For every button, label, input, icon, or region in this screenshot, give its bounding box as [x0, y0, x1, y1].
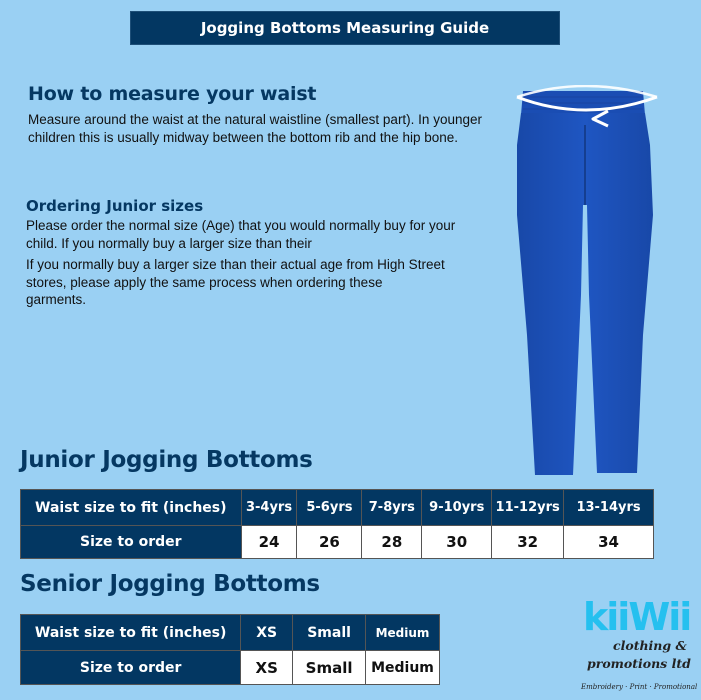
- row-label-order: Size to order: [21, 651, 241, 685]
- waist-instructions: Measure around the waist at the natural waistline (smallest part). In younger children this is usually midway between the bottom rib and the hip bone.: [28, 112, 482, 145]
- junior-col-13-14: 13-14yrs: [564, 490, 654, 526]
- senior-size-table: [20, 614, 440, 685]
- senior-value-cell: XS: [241, 651, 293, 685]
- waist-heading: How to measure your waist: [28, 83, 317, 105]
- ordering-paragraph-2: If you normally buy a larger size than their actual age from High Street stores, please apply the same process when ordering these garments.: [26, 257, 445, 307]
- logo-line-2: promotions ltd: [587, 656, 691, 671]
- guide-title-banner: [130, 11, 560, 45]
- junior-table-title: Junior Jogging Bottoms: [20, 447, 313, 473]
- junior-col-11-12: 11-12yrs: [492, 490, 564, 526]
- junior-value-cell: 24: [241, 526, 297, 559]
- senior-col-small: Small: [293, 615, 366, 651]
- junior-col-9-10: 9-10yrs: [422, 490, 492, 526]
- junior-col-3-4: 3-4yrs: [241, 490, 297, 526]
- junior-value-cell: 28: [362, 526, 422, 559]
- senior-col-medium: Medium: [366, 615, 440, 651]
- senior-value-cell: Medium: [366, 651, 440, 685]
- logo-brand-name: kiiWii: [583, 595, 691, 639]
- logo-tagline: Embroidery · Print · Promotional: [581, 683, 698, 691]
- junior-col-7-8: 7-8yrs: [362, 490, 422, 526]
- logo-line-1: clothing &: [613, 638, 687, 653]
- junior-col-5-6: 5-6yrs: [297, 490, 362, 526]
- junior-order-row: [21, 526, 654, 559]
- senior-col-xs: XS: [241, 615, 293, 651]
- ordering-heading: Ordering Junior sizes: [26, 197, 204, 215]
- junior-value-cell: 32: [492, 526, 564, 559]
- kiiwii-logo: [575, 597, 701, 700]
- junior-value-cell: 30: [422, 526, 492, 559]
- ordering-paragraph-1: Please order the normal size (Age) that you would normally buy for your child. If you normally buy a larger size than their: [26, 218, 456, 251]
- row-label-waist: Waist size to fit (inches): [21, 615, 241, 651]
- junior-size-table: [20, 489, 654, 559]
- senior-value-cell: Small: [293, 651, 366, 685]
- junior-waist-row: [21, 490, 654, 526]
- junior-value-cell: 26: [297, 526, 362, 559]
- row-label-order: Size to order: [21, 526, 242, 559]
- guide-title: Jogging Bottoms Measuring Guide: [200, 19, 490, 37]
- junior-value-cell: 34: [564, 526, 654, 559]
- senior-order-row: [21, 651, 440, 685]
- jogging-bottoms-illustration-icon: [505, 85, 665, 480]
- senior-waist-row: [21, 615, 440, 651]
- row-label-waist: Waist size to fit (inches): [21, 490, 242, 526]
- senior-table-title: Senior Jogging Bottoms: [20, 571, 320, 597]
